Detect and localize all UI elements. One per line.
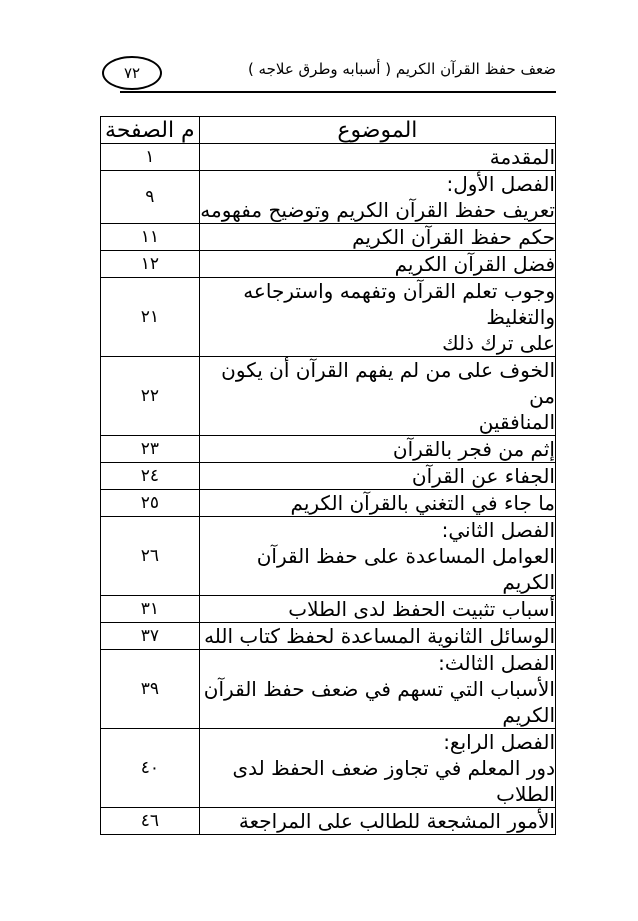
page-number-cell: ٢٥ [101, 490, 200, 517]
topic-line: الخوف على من لم يفهم القرآن أن يكون من [221, 358, 555, 408]
topic-line: دور المعلم في تجاوز ضعف الحفظ لدى الطلاب [232, 756, 555, 806]
topic-cell [199, 171, 555, 224]
table-header-row [101, 117, 556, 144]
topic-line: المنافقين [478, 410, 555, 434]
topic-line: الوسائل الثانوية المساعدة لحفظ كتاب الله [204, 624, 555, 648]
topic-line: الجفاء عن القرآن [411, 464, 555, 488]
topic-line: فضل القرآن الكريم [394, 252, 555, 276]
table-row [101, 144, 556, 171]
page-number-cell: ١ [101, 144, 200, 171]
page-number-cell: ٢٦ [101, 517, 200, 596]
topic-cell [199, 729, 555, 808]
table-row [101, 623, 556, 650]
topic-cell [199, 596, 555, 623]
page-number-cell: ٢٣ [101, 436, 200, 463]
topic-line: الأسباب التي تسهم في ضعف حفظ القرآن الكريم [203, 677, 555, 727]
topic-line: إثم من فجر بالقرآن [392, 437, 555, 461]
topic-line: الفصل الثالث: [438, 651, 555, 675]
page-number-badge: ٧٢ [102, 56, 162, 90]
topic-cell [199, 436, 555, 463]
topic-line: العوامل المساعدة على حفظ القرآن الكريم [256, 544, 555, 594]
topic-line: ما جاء في التغني بالقرآن الكريم [290, 491, 555, 515]
table-row [101, 224, 556, 251]
table-row [101, 650, 556, 729]
page-header [100, 52, 556, 100]
topic-line: وجوب تعلم القرآن وتفهمه واسترجاعه والتغليظ [243, 279, 555, 329]
table-row [101, 729, 556, 808]
contents-table [100, 116, 556, 835]
topic-cell [199, 490, 555, 517]
header-rule [120, 91, 556, 93]
topic-line: الأمور المشجعة للطالب على المراجعة [238, 809, 555, 833]
topic-line: الفصل الرابع: [443, 730, 555, 754]
page-number-cell: ٢٤ [101, 463, 200, 490]
topic-line: الفصل الأول: [446, 172, 555, 196]
topic-line: حكم حفظ القرآن الكريم [352, 225, 555, 249]
topic-line: أسباب تثبيت الحفظ لدى الطلاب [288, 597, 555, 621]
page-column-header: م الصفحة [101, 117, 200, 144]
topic-cell [199, 224, 555, 251]
page-number-cell: ٣٩ [101, 650, 200, 729]
table-row [101, 517, 556, 596]
table-row [101, 463, 556, 490]
page-number-cell: ١١ [101, 224, 200, 251]
topic-line: تعريف حفظ القرآن الكريم وتوضيح مفهومه [200, 198, 555, 222]
topic-line: على ترك ذلك [442, 331, 555, 355]
table-row [101, 171, 556, 224]
topic-cell [199, 517, 555, 596]
topic-cell [199, 278, 555, 357]
table-row [101, 596, 556, 623]
table-row [101, 436, 556, 463]
page-number-cell: ٢٢ [101, 357, 200, 436]
topic-line: المقدمة [489, 145, 555, 169]
page-number-cell: ٤٦ [101, 808, 200, 835]
topic-line: الفصل الثاني: [441, 518, 555, 542]
table-row [101, 357, 556, 436]
page-number-cell: ٣١ [101, 596, 200, 623]
topic-cell [199, 650, 555, 729]
table-row [101, 490, 556, 517]
page-number-cell: ٩ [101, 171, 200, 224]
running-title: ضعف حفظ القرآن الكريم ( أسبابه وطرق علاجه ) [247, 60, 556, 78]
table-row [101, 251, 556, 278]
topic-cell [199, 623, 555, 650]
topic-cell [199, 808, 555, 835]
topic-cell [199, 144, 555, 171]
page-number-cell: ٣٧ [101, 623, 200, 650]
table-row [101, 278, 556, 357]
page-number-cell: ٤٠ [101, 729, 200, 808]
topic-cell [199, 463, 555, 490]
topic-column-header: الموضوع [199, 117, 555, 144]
topic-cell [199, 357, 555, 436]
topic-cell [199, 251, 555, 278]
page-number-cell: ١٢ [101, 251, 200, 278]
page-number-cell: ٢١ [101, 278, 200, 357]
table-row [101, 808, 556, 835]
contents-body [101, 144, 556, 835]
